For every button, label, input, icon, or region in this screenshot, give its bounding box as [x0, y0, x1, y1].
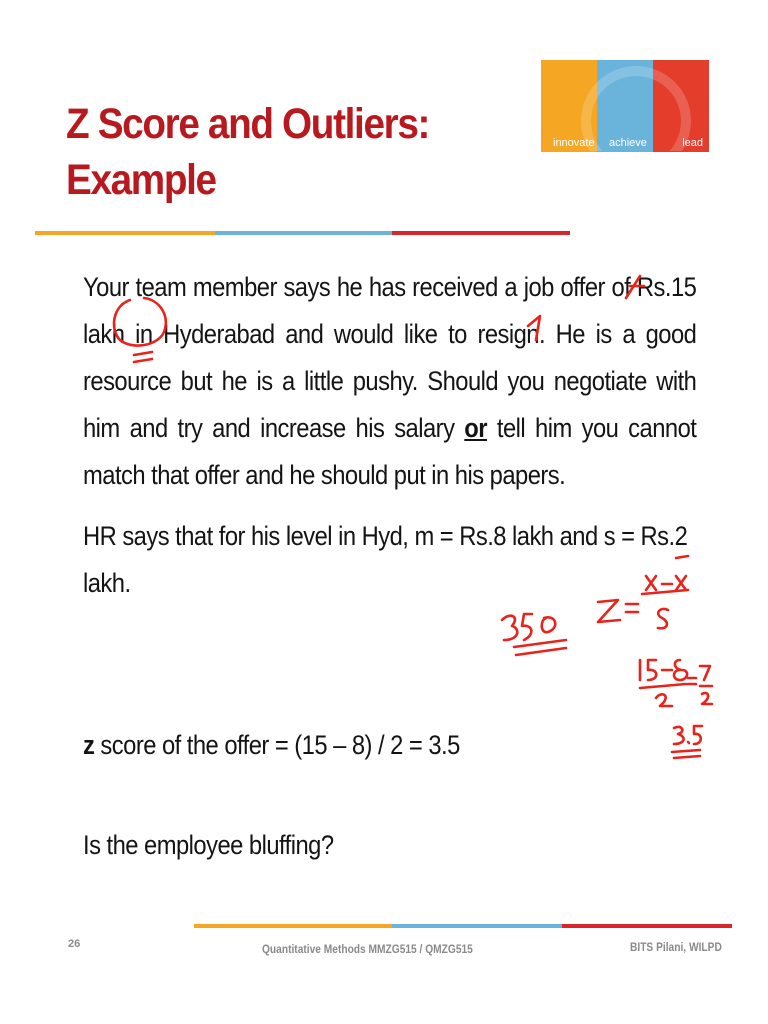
question-text: Is the employee bluffing?	[83, 830, 334, 860]
footer-course: Quantitative Methods MMZG515 / QMZG515	[262, 942, 473, 956]
paragraph-hr-stats: HR says that for his level in Hyd, m = Rs.8 lakh and s = Rs.2 lakh.	[83, 521, 688, 598]
footer-divider	[194, 924, 732, 928]
gear-icon	[581, 66, 691, 176]
annotation-350	[502, 616, 517, 640]
logo-label-lead: lead	[682, 137, 703, 149]
or-emphasis: or	[464, 413, 488, 443]
title-line-2: Example	[66, 156, 216, 204]
zscore-line: z score of the offer = (15 – 8) / 2 = 3.5	[83, 730, 460, 760]
title-divider	[35, 231, 570, 235]
slide-body	[83, 264, 697, 499]
bits-logo	[541, 60, 709, 152]
logo-label-innovate: innovate	[553, 137, 595, 149]
title-line-1: Z Score and Outliers:	[66, 100, 430, 148]
page-number: 26	[68, 938, 81, 950]
slide-title	[66, 96, 462, 208]
annotation-3-5	[674, 727, 684, 744]
paragraph-job-offer: Your team member says he has received a job offer of Rs.15 lakh in Hyderabad and would like to resign. He is a good resource but he is a little pushy. Should you negotiate with him and try and increase his salary or tell him you cannot match that offer and he should put in his papers.	[83, 272, 697, 490]
footer-org: BITS Pilani, WILPD	[630, 940, 722, 954]
logo-label-achieve: achieve	[609, 137, 647, 149]
